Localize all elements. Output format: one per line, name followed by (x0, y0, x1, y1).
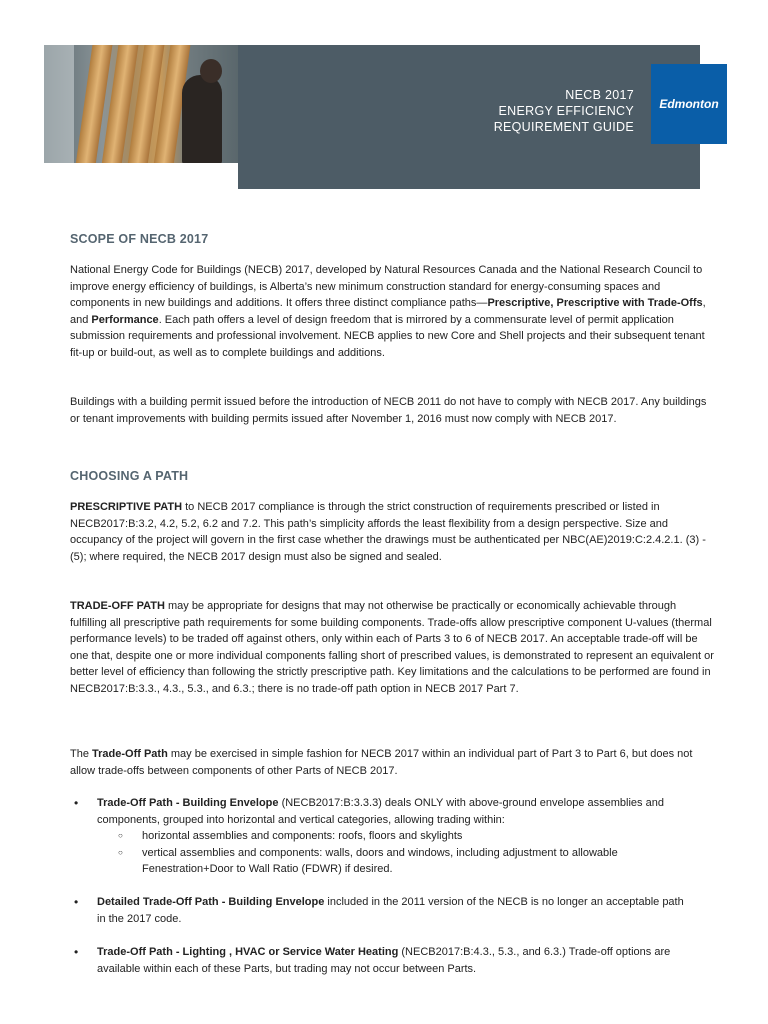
sub-list-item: ○ horizontal assemblies and components: roofs, floors and skylights (97, 828, 690, 845)
banner-title-line1: NECB 2017 (565, 88, 634, 102)
edmonton-logo (651, 64, 727, 144)
banner-title (494, 87, 634, 135)
header-banner (44, 45, 719, 189)
sub-list-item: ○ vertical assemblies and components: walls, doors and windows, including adjustment to allowable Fenestration+Door to Wall Ratio (FDWR) if desired. (97, 845, 690, 878)
scope-paragraph-2: Buildings with a building permit issued before the introduction of NECB 2011 do not have to comply with NECB 2017. Any buildings or tenant improvements with building permits issued after November 1, 2016 must now comply with NECB 2017. (70, 396, 707, 425)
tradeoff-bullet-list-2 (70, 894, 690, 927)
tradeoff-paragraph: TRADE-OFF PATH may be appropriate for designs that may not otherwise be practically or economically achievable through fulfilling all prescriptive path requirements for some building components. Trade-offs allow prescriptive component U-values (thermal performance levels) to be traded off against others, only within each of Parts 3 to 6 of NECB 2017. An acceptable trade-off will be one that, despite one or more individual components falling short of prescribed values, is demonstrated to represent an equivalent or better level of efficiency than following the strictly prescriptive path. Key limitations and the calculations to be performed are found in NECB2017:B:3.3., 4.3., 5.3., and 6.3.; there is no trade-off path option in NECB 2017 Part 7. (70, 600, 714, 695)
banner-photo (44, 45, 238, 163)
list-item: • Trade-Off Path - Building Envelope (NECB2017:B:3.3.3) deals ONLY with above-ground envelope assemblies and components, grouped into horizontal and vertical categories, allowing trading within: ○ horizontal assemblies and components: roofs, floors and skylights ○ vertical assemblies and components: walls, doors and windows, including adjustment to allowable Fenestration+Door to Wall Ratio (FDWR) if desired. (70, 795, 690, 878)
tradeoff-bullet-list (70, 795, 690, 878)
list-item: • Detailed Trade-Off Path - Building Envelope included in the 2011 version of the NECB is no longer an acceptable path in the 2017 code. (70, 894, 690, 927)
list-item: • Trade-Off Path - Lighting , HVAC or Service Water Heating (NECB2017:B:4.3., 5.3., and 6.3.) Trade-off options are available within each of these Parts, but trading may not occur between Parts. (70, 944, 690, 977)
tradeoff-bullet-list-3 (70, 944, 690, 977)
choosing-heading: CHOOSING A PATH (70, 469, 189, 483)
scope-paragraph-1: National Energy Code for Buildings (NECB) 2017, developed by Natural Resources Canada and the National Research Council to improve energy efficiency of buildings, is Alberta’s new minimum construction standard for energy-consuming spaces and components in new buildings and additions. It offers three distinct compliance paths—Prescriptive, Prescriptive with Trade-Offs, and Performance. Each path offers a level of design freedom that is mirrored by a commensurate level of permit application submission requirements and professional involvement. NECB applies to new Core and Shell projects and their subsequent tenant fit-up or build-out, as well as to complete buildings and additions. (70, 264, 706, 359)
banner-title-line3: REQUIREMENT GUIDE (493, 120, 634, 134)
logo-text: Edmonton (659, 97, 719, 111)
prescriptive-paragraph: PRESCRIPTIVE PATH to NECB 2017 compliance is through the strict construction of requirements prescribed or listed in NECB2017:B:3.2, 4.2, 5.2, 6.2 and 7.2. This path’s simplicity affords the least flexibility from a design perspective. Size and occupancy of the project will govern in the first case whether the drawings must be authenticated per NBC(AE)2019:C:2.4.2.1. (3) - (5); where required, the NECB 2017 design must also be signed and sealed. (70, 501, 706, 563)
tradeoff-intro-paragraph: The Trade-Off Path may be exercised in simple fashion for NECB 2017 within an individual part of Part 3 to Part 6, but does not allow trade-offs between components of other Parts of NECB 2017. (70, 748, 693, 777)
banner-title-line2: ENERGY EFFICIENCY (498, 104, 634, 118)
scope-heading: SCOPE OF NECB 2017 (70, 232, 209, 246)
